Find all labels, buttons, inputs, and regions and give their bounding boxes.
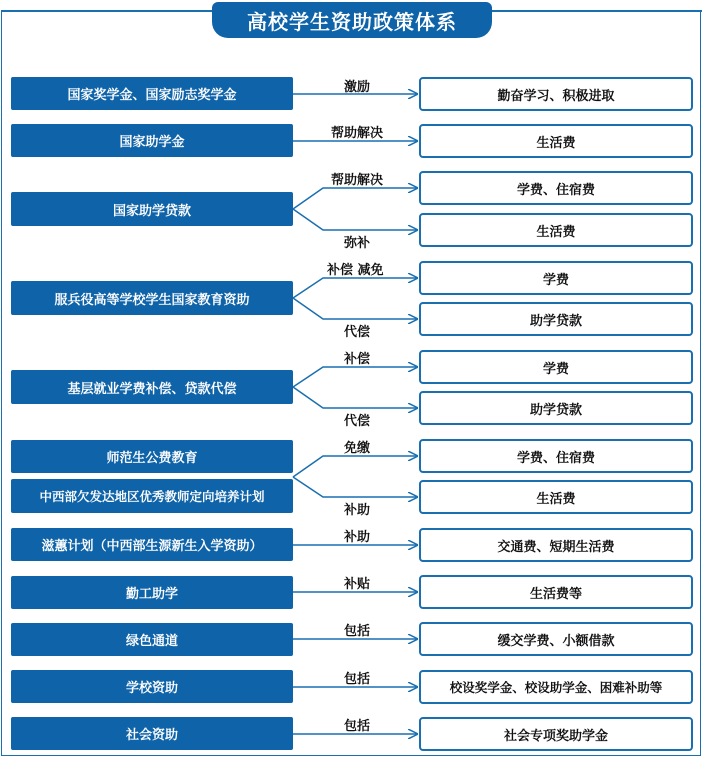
arrow-label-row3-bottom: 弥补 <box>344 236 371 251</box>
policy-box-national-scholarship: 国家奖学金、国家励志奖学金 <box>11 77 293 110</box>
target-box-row10: 校设奖学金、校设助学金、困难补助等 <box>419 670 693 704</box>
arrow-label-row10: 包括 <box>344 672 371 687</box>
arrow-row3-bottom <box>293 209 417 230</box>
arrow-label-row5-bottom: 代偿 <box>344 414 371 429</box>
policy-box-social-aid: 社会资助 <box>11 717 293 750</box>
target-box-row5-bottom: 助学贷款 <box>419 391 693 425</box>
target-box-row5-top: 学费 <box>419 350 693 384</box>
target-box-row11: 社会专项奖助学金 <box>419 717 693 751</box>
target-box-row6-top: 学费、住宿费 <box>419 439 693 473</box>
arrow-row4-bottom <box>293 298 417 319</box>
target-box-row2: 生活费 <box>419 124 693 158</box>
target-box-row7: 交通费、短期生活费 <box>419 528 693 562</box>
arrow-label-row8: 补贴 <box>344 577 371 592</box>
diagram-title: 高校学生资助政策体系 <box>212 2 492 38</box>
target-box-row8: 生活费等 <box>419 575 693 609</box>
target-box-row3-bottom: 生活费 <box>419 213 693 247</box>
arrow-row6-top <box>293 456 417 477</box>
policy-box-work-study: 勤工助学 <box>11 576 293 609</box>
target-box-row4-top: 学费 <box>419 261 693 295</box>
policy-box-green-channel: 绿色通道 <box>11 623 293 656</box>
policy-box-teacher-training-program: 中西部欠发达地区优秀教师定向培养计划 <box>11 479 293 513</box>
arrow-label-row6-bottom: 补助 <box>344 503 371 518</box>
arrow-label-row1: 激励 <box>344 80 371 95</box>
target-box-row1: 勤奋学习、积极进取 <box>419 77 693 111</box>
target-box-row4-bottom: 助学贷款 <box>419 302 693 336</box>
policy-box-national-grant: 国家助学金 <box>11 124 293 157</box>
policy-box-military-service: 服兵役高等学校学生国家教育资助 <box>11 281 293 315</box>
policy-box-school-aid: 学校资助 <box>11 670 293 703</box>
target-box-row6-bottom: 生活费 <box>419 480 693 514</box>
arrow-label-row5-top: 补偿 <box>344 352 371 367</box>
arrow-row5-bottom <box>293 387 417 408</box>
arrow-row5-top <box>293 367 417 387</box>
policy-box-zihui-program: 滋蕙计划（中西部生源新生入学资助） <box>11 528 293 561</box>
policy-box-grassroots-employment: 基层就业学费补偿、贷款代偿 <box>11 370 293 404</box>
arrow-label-row6-top: 免缴 <box>344 441 371 456</box>
arrow-label-row2: 帮助解决 <box>331 126 384 141</box>
policy-box-student-loan: 国家助学贷款 <box>11 192 293 226</box>
arrow-row6-bottom <box>293 477 417 497</box>
arrow-label-row4-bottom: 代偿 <box>344 325 371 340</box>
policy-box-normal-student-education: 师范生公费教育 <box>11 440 293 473</box>
arrow-label-row3-top: 帮助解决 <box>331 173 384 188</box>
arrow-label-row4-top: 补偿 减免 <box>327 263 384 278</box>
arrow-row4-top <box>293 278 417 298</box>
arrow-label-row11: 包括 <box>344 719 371 734</box>
arrow-label-row9: 包括 <box>344 624 371 639</box>
target-box-row3-top: 学费、住宿费 <box>419 171 693 205</box>
arrow-label-row7: 补助 <box>344 530 371 545</box>
arrow-row3-top <box>293 188 417 209</box>
target-box-row9: 缓交学费、小额借款 <box>419 622 693 656</box>
